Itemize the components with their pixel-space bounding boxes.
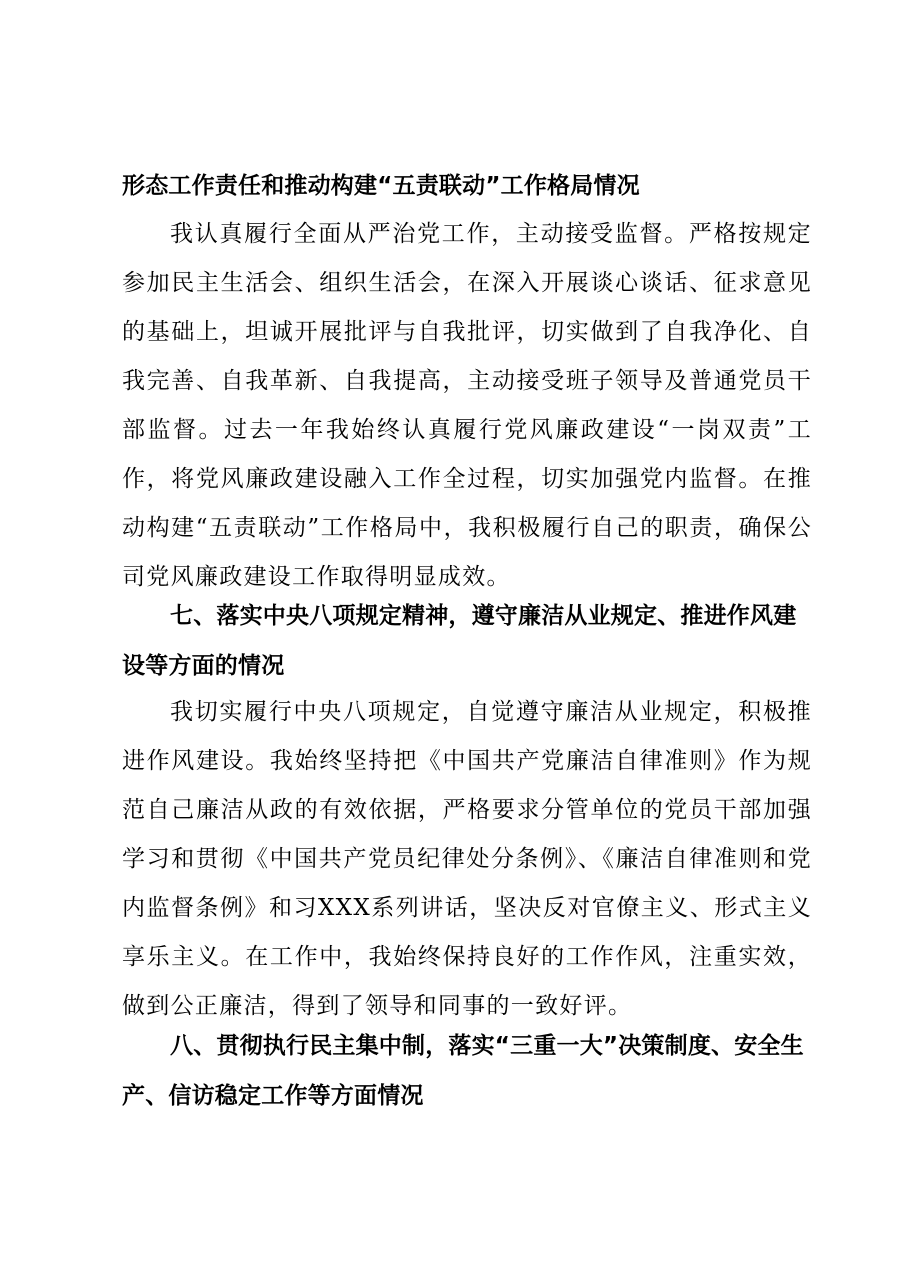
- section-heading-eight: 八、贯彻执行民主集中制，落实“三重一大”决策制度、安全生产、信访稳定工作等方面情况: [122, 1033, 804, 1109]
- section-heading-seven: 七、落实中央八项规定精神，遵守廉洁从业规定、推进作风建设等方面的情况: [122, 603, 797, 679]
- section-heading-continued: 形态工作责任和推动构建“五责联动”工作格局情况: [122, 173, 640, 199]
- body-paragraph-conduct: 我切实履行中央八项规定，自觉遵守廉洁从业规定，积极推进作风建设。我始终坚持把《中国共产党廉洁自律准则》作为规范自己廉洁从政的有效依据，严格要求分管单位的党员干部加强学习和贯彻《中国共产党员纪律处分条例》、《廉洁自律准则和党内监督条例》和习XXX系列讲话，坚决反对官僚主义、形式主义享乐主义。在工作中，我始终保持良好的工作作风，注重实效，做到公正廉洁，得到了领导和同事的一致好评。: [122, 699, 812, 1019]
- body-paragraph-discipline: 我认真履行全面从严治党工作，主动接受监督。严格按规定参加民主生活会、组织生活会，在深入开展谈心谈话、征求意见的基础上，坦诚开展批评与自我批评，切实做到了自我净化、自我完善、自我革新、自我提高，主动接受班子领导及普通党员干部监督。过去一年我始终认真履行党风廉政建设“一岗双责”工作，将党风廉政建设融入工作全过程，切实加强党内监督。在推动构建“五责联动”工作格局中，我积极履行自己的职责，确保公司党风廉政建设工作取得明显成效。: [122, 221, 812, 590]
